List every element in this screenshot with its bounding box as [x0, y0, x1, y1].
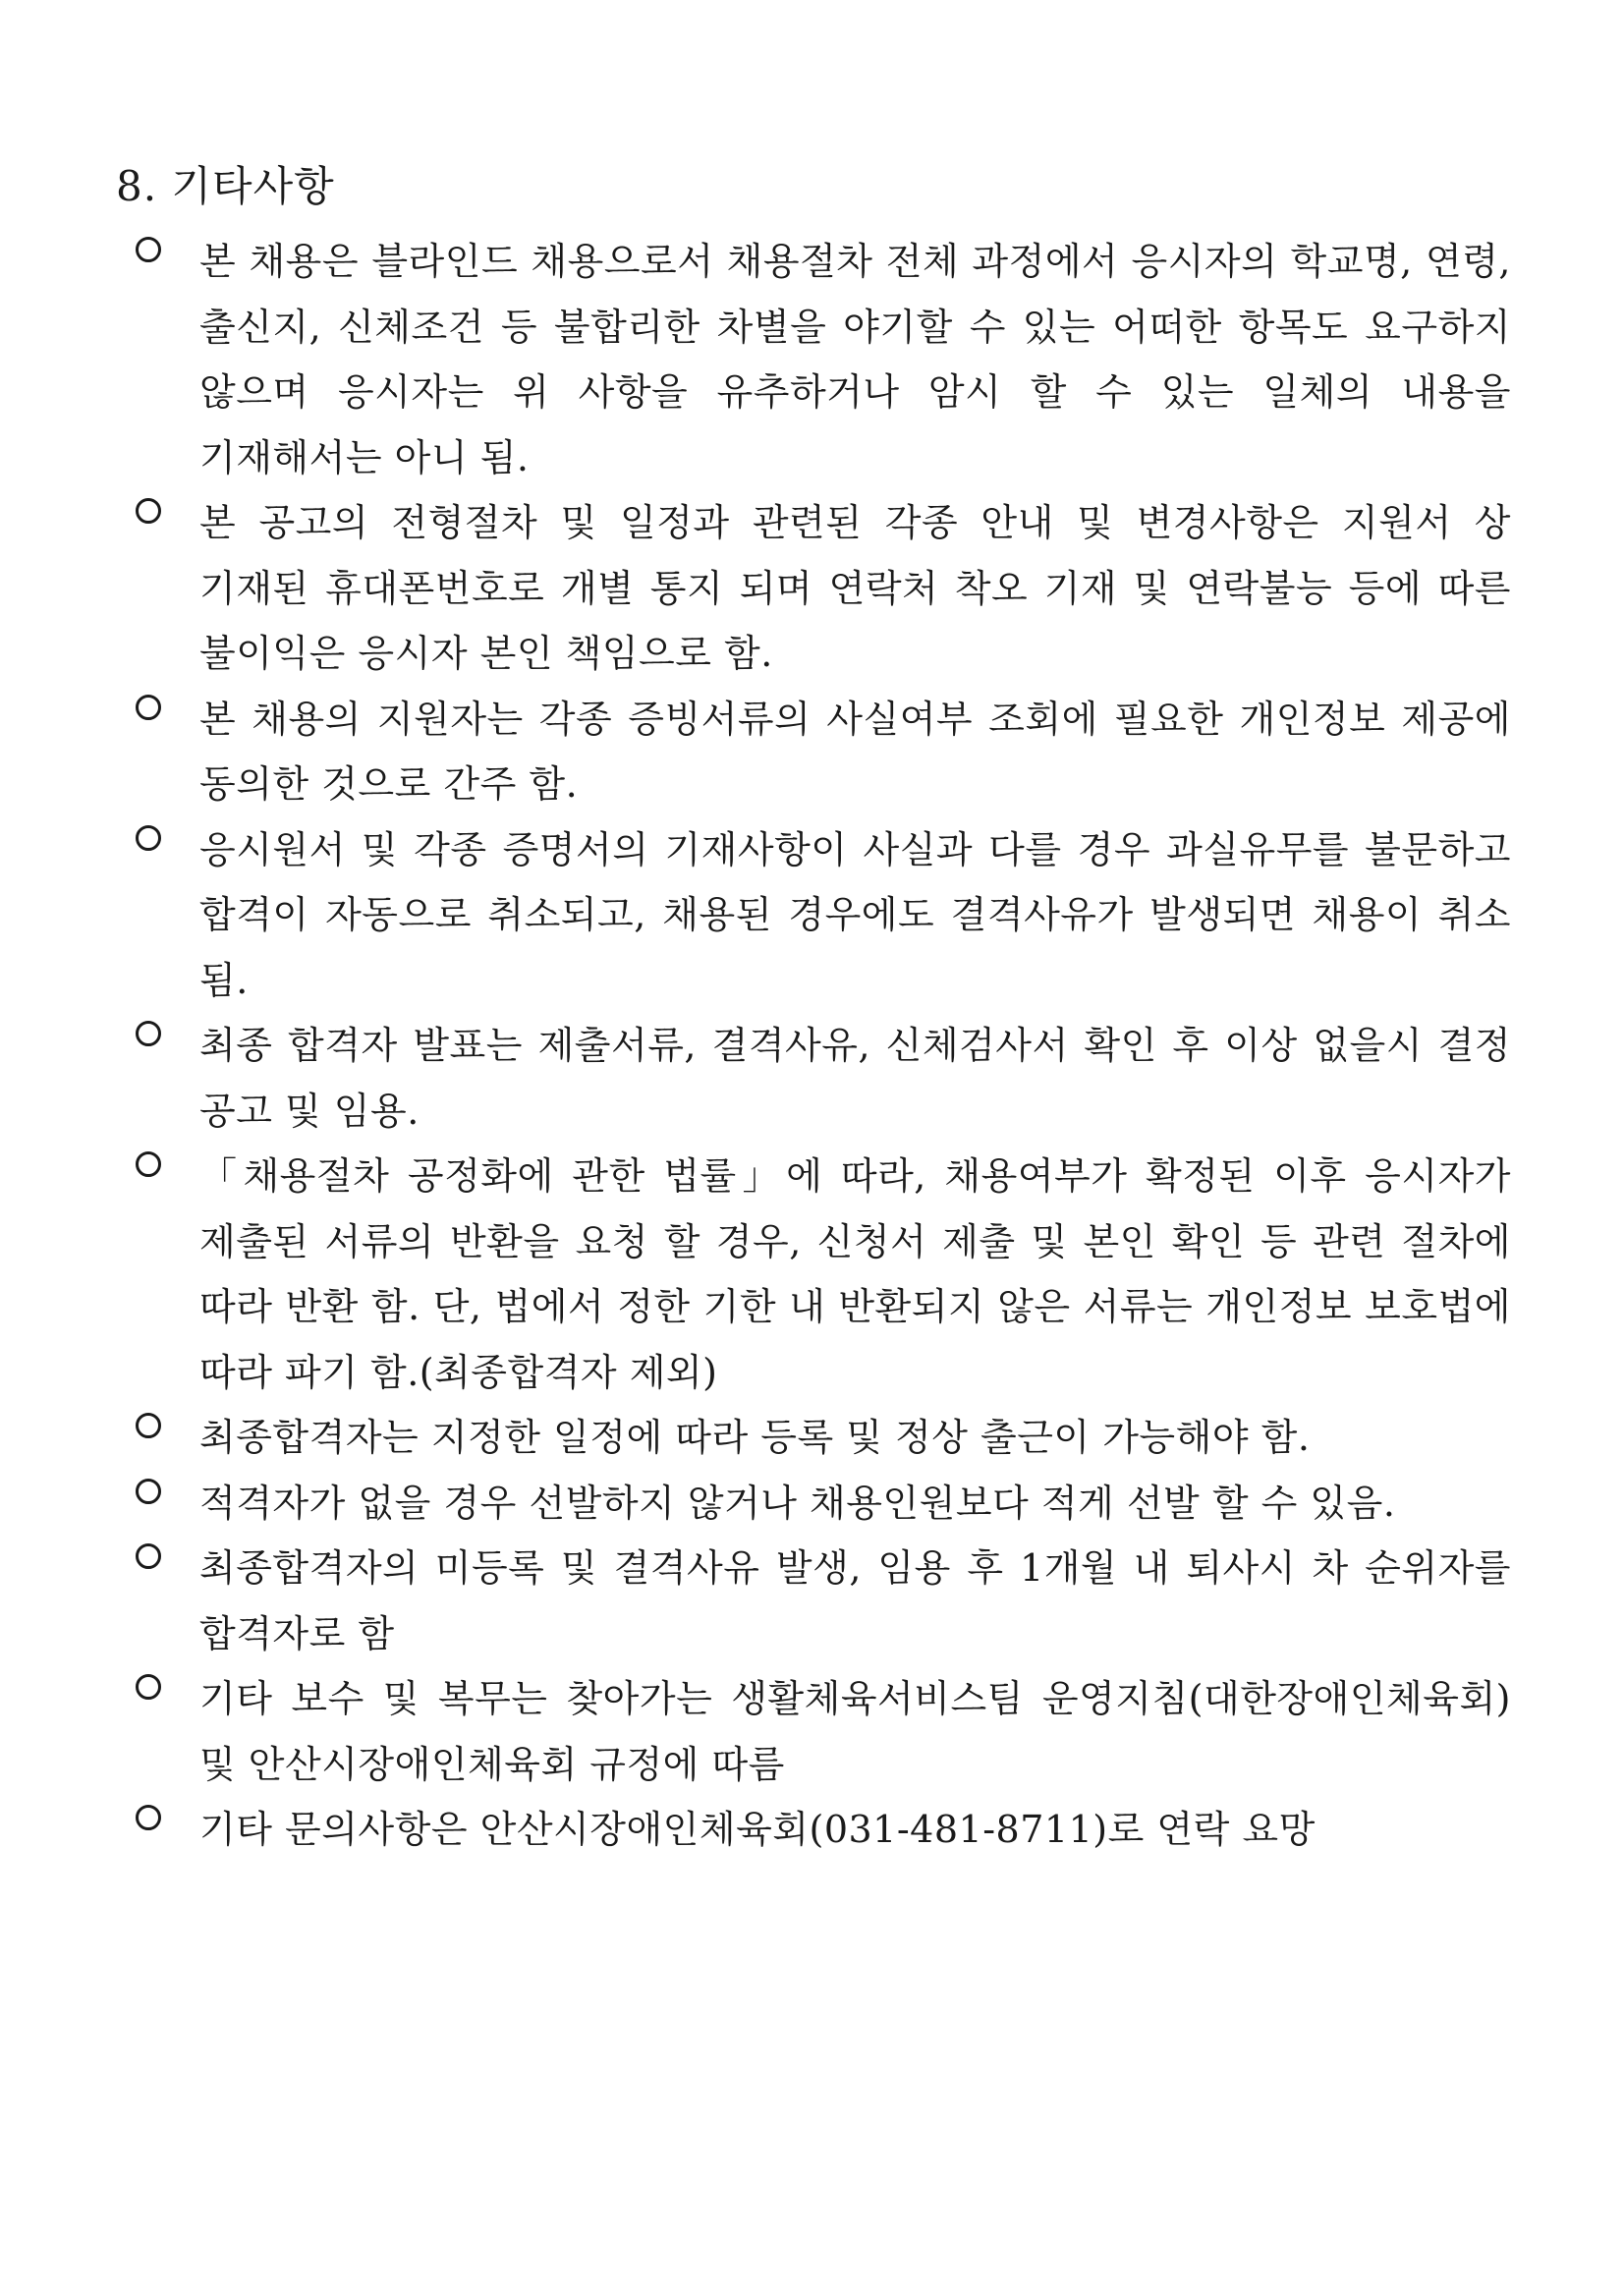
section-title: 8. 기타사항	[116, 162, 335, 210]
list-item-text: 본 공고의 전형절차 및 일정과 관련된 각종 안내 및 변경사항은 지원서 상 기재된 휴대폰번호로 개별 통지 되며 연락처 착오 기재 및 연락불능 등에 따른 불이익은 응시자 본인 책임으로 함.	[199, 501, 1511, 675]
list-item-text: 본 채용의 지원자는 각종 증빙서류의 사실여부 조회에 필요한 개인정보 제공에 동의한 것으로 간주 함.	[199, 697, 1511, 806]
list-item-text: 「채용절차 공정화에 관한 법률」에 따라, 채용여부가 확정된 이후 응시자가 제출된 서류의 반환을 요청 할 경우, 신청서 제출 및 본인 확인 등 관련 절차에 따라 반환 함. 단, 법에서 정한 기한 내 반환되지 않은 서류는 개인정보 보호법에 따라 파기 함.(최종합격자 제외)	[199, 1154, 1511, 1394]
list-item	[0, 1471, 1624, 1537]
circle-bullet-icon	[136, 1413, 161, 1438]
circle-bullet-icon	[136, 1021, 161, 1046]
circle-bullet-icon	[136, 695, 161, 720]
circle-bullet-icon	[136, 1479, 161, 1504]
list-item	[0, 687, 1624, 817]
circle-bullet-icon	[136, 237, 161, 262]
list-item	[0, 490, 1624, 687]
circle-bullet-icon	[136, 1151, 161, 1177]
list-item-text: 적격자가 없을 경우 선발하지 않거나 채용인원보다 적게 선발 할 수 있음.	[199, 1481, 1396, 1525]
list-item-text: 기타 보수 및 복무는 찾아가는 생활체육서비스팀 운영지침(대한장애인체육회) 및 안산시장애인체육회 규정에 따름	[199, 1677, 1511, 1786]
list-item-text: 응시원서 및 각종 증명서의 기재사항이 사실과 다를 경우 과실유무를 불문하고 합격이 자동으로 취소되고, 채용된 경우에도 결격사유가 발생되면 채용이 취소 됨.	[199, 827, 1511, 1002]
circle-bullet-icon	[136, 1543, 161, 1569]
list-item-text: 최종합격자의 미등록 및 결격사유 발생, 임용 후 1개월 내 퇴사시 차 순위자를 합격자로 함	[199, 1546, 1511, 1655]
list-item	[0, 817, 1624, 1014]
list-item	[0, 229, 1624, 490]
list-item	[0, 1797, 1624, 1863]
circle-bullet-icon	[136, 1674, 161, 1700]
list-item	[0, 1666, 1624, 1797]
list-item	[0, 1536, 1624, 1666]
list-item	[0, 1405, 1624, 1471]
circle-bullet-icon	[136, 825, 161, 851]
list-item-text: 최종 합격자 발표는 제출서류, 결격사유, 신체검사서 확인 후 이상 없을시 결정 공고 및 임용.	[199, 1024, 1511, 1133]
list-item-text: 본 채용은 블라인드 채용으로서 채용절차 전체 과정에서 응시자의 학교명, 연령, 출신지, 신체조건 등 불합리한 차별을 야기할 수 있는 어떠한 항목도 요구하지 않으며 응시자는 위 사항을 유추하거나 암시 할 수 있는 일체의 내용을 기재해서는 아니 됨.	[199, 240, 1511, 479]
list-item-text: 기타 문의사항은 안산시장애인체육회(031-481-8711)로 연락 요망	[199, 1808, 1316, 1851]
list-item-text: 최종합격자는 지정한 일정에 따라 등록 및 정상 출근이 가능해야 함.	[199, 1416, 1311, 1459]
circle-bullet-icon	[136, 1805, 161, 1830]
list-item	[0, 1013, 1624, 1144]
list-item	[0, 1144, 1624, 1405]
circle-bullet-icon	[136, 498, 161, 524]
notice-list	[0, 229, 1624, 1863]
